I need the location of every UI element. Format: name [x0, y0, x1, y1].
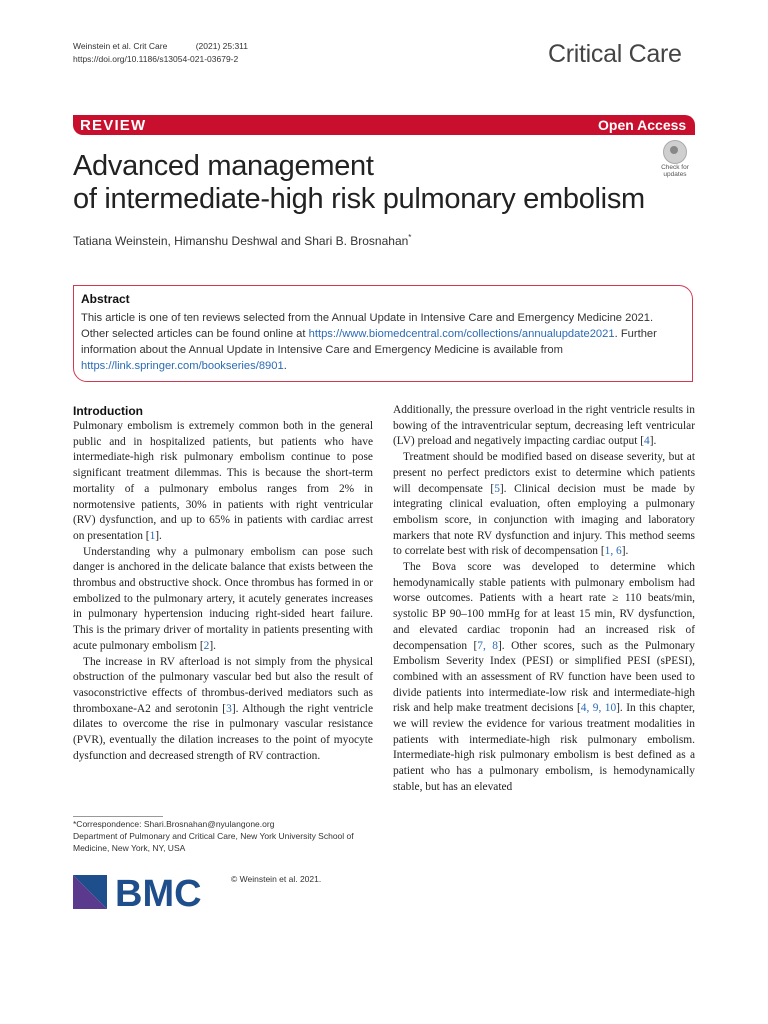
doi-link[interactable]: https://doi.org/10.1186/s13054-021-03679-2: [73, 54, 239, 64]
citation-link[interactable]: 1, 6: [604, 545, 622, 558]
open-access-label: Open Access: [598, 117, 687, 133]
paragraph-4: Additionally, the pressure overload in the right ventricle results in bowing of the intraventricular septum, decreasing left ventricular (LV) preload and negatively impacting cardiac output [4].: [393, 404, 695, 448]
paragraph-5: Treatment should be modified based on disease severity, but at present no perfect predictors exist to determine which patients will decompensate [5]. Clinical decision must be made by integrating clinical evaluation, often employing a pulmonary embolism score, in conjunction with imaging and laboratory markers that note RV dysfunction and injury. This method seems to correlate best with risk of decompensation [1, 6].: [393, 451, 695, 558]
collection-link[interactable]: https://www.biomedcentral.com/collections/annualupdate2021: [308, 328, 615, 340]
citation-year: (2021) 25:311: [195, 41, 249, 51]
citation-link[interactable]: 7, 8: [477, 639, 498, 652]
check-updates-line1: Check for: [661, 164, 689, 171]
citation-link[interactable]: 5: [494, 482, 500, 495]
abstract-text: This article is one of ten reviews selected from the Annual Update in Intensive Care and Emergency Medicine 2021. Other selected articles can be found online at https://www.biomedcentral.com/collections/annualupdate2021. Further information about the Annual Update in Intensive Care and Emergency Medicine is available from https://link.springer.com/bookseries/8901.: [81, 312, 657, 372]
body-column-left: [73, 403, 373, 764]
footnote-divider: [73, 816, 163, 817]
article-type-label: REVIEW: [80, 117, 147, 134]
citation-link[interactable]: 4: [644, 435, 650, 448]
check-updates-line2: updates: [663, 171, 687, 178]
author-list: [73, 233, 411, 248]
bmc-logo: [73, 873, 213, 913]
bmc-logo-text: BMC: [115, 873, 202, 913]
citation-link[interactable]: 2: [203, 639, 210, 652]
authors-text: Tatiana Weinstein, Himanshu Deshwal and Shari B. Brosnahan: [73, 234, 409, 248]
check-for-updates-button[interactable]: [655, 140, 695, 180]
citation-link[interactable]: 4, 9, 10: [580, 702, 617, 715]
citation-header: [73, 40, 252, 66]
paragraph-6: The Bova score was developed to determine which hemodynamically stable patients with pulmonary embolism had worse outcomes. Patients with a heart rate ≥ 110 beats/min, systolic BP 90–100 mmHg for at least 15 min, RV dysfunction, and elevated cardiac troponin had an increased risk of decompensation [7, 8]. Other scores, such as the Pulmonary Embolism Severity Index (PESI) or simplified PESI (sPESI), combined with an assessment of RV function have been used to divide patients into intermediate-low risk and intermediate-high risk and help make treatment decisions [4, 9, 10]. In this chapter, we will review the evidence for various treatment modalities in patients with intermediate-high risk pulmonary embolism. Intermediate-high risk pulmonary embolism is best defined as a patient who has a pulmonary embolism, is hemodynamically stable, but has an elevated: [393, 561, 696, 793]
paragraph-3: The increase in RV afterload is not simply from the physical obstruction of the pulmonary vascular bed but also the result of vasoconstrictive effects of thrombus-derived mediators such as thromboxane-A2 and serotonin [3]. Although the right ventricle dilates to overcome the rise in pulmonary vascular resistance (PVR), eventually the dilation increases to the point of myocyte dysfunction and decreased strength of RV contraction.: [73, 655, 373, 762]
paragraph-1: Pulmonary embolism is extremely common both in the general public and in hospitalized patients, but patients who have intermediate-high risk pulmonary embolism continue to pose significant treatment dilemmas. This is because the short-term mortality of a pulmonary embolus ranges from 2% in normotensive patients, 30% in patients with right ventricular (RV) dysfunction, and up to 65% in patients with cardiac arrest on presentation [1].: [73, 420, 373, 542]
journal-name: Critical Care: [548, 40, 682, 68]
citation-link[interactable]: 1: [149, 529, 156, 542]
correspondence-email[interactable]: *Correspondence: Shari.Brosnahan@nyulangone.org: [73, 819, 275, 829]
bookseries-link[interactable]: https://link.springer.com/bookseries/8901: [81, 360, 284, 372]
body-column-right: [393, 403, 695, 796]
corresponding-mark: *: [408, 233, 412, 242]
footnote: [73, 818, 373, 854]
article-title: [73, 150, 683, 216]
abstract-heading: Abstract: [81, 292, 130, 306]
affiliation: Department of Pulmonary and Critical Care, New York University School of Medicine, New York, NY, USA: [73, 831, 354, 853]
citation-link[interactable]: 3: [226, 702, 232, 715]
title-line-2: of intermediate-high risk pulmonary embolism: [73, 183, 645, 215]
introduction-heading: Introduction: [73, 404, 143, 418]
citation-authors: Weinstein et al. Crit Care: [73, 41, 168, 51]
paragraph-2: Understanding why a pulmonary embolism can pose such danger is anchored in the delicate balance that exists between the thrombus and obstructive shock. Once thrombus has formed in or embolized to the pulmonary artery, it acutely generates increases in pulmonary hypertension inducing right-sided heart failure. This is the primary driver of mortality in patients presenting with acute pulmonary embolism [2].: [73, 545, 373, 652]
check-updates-icon: [663, 140, 687, 164]
title-line-1: Advanced management: [73, 150, 374, 182]
copyright-notice: © Weinstein et al. 2021.: [231, 874, 322, 884]
